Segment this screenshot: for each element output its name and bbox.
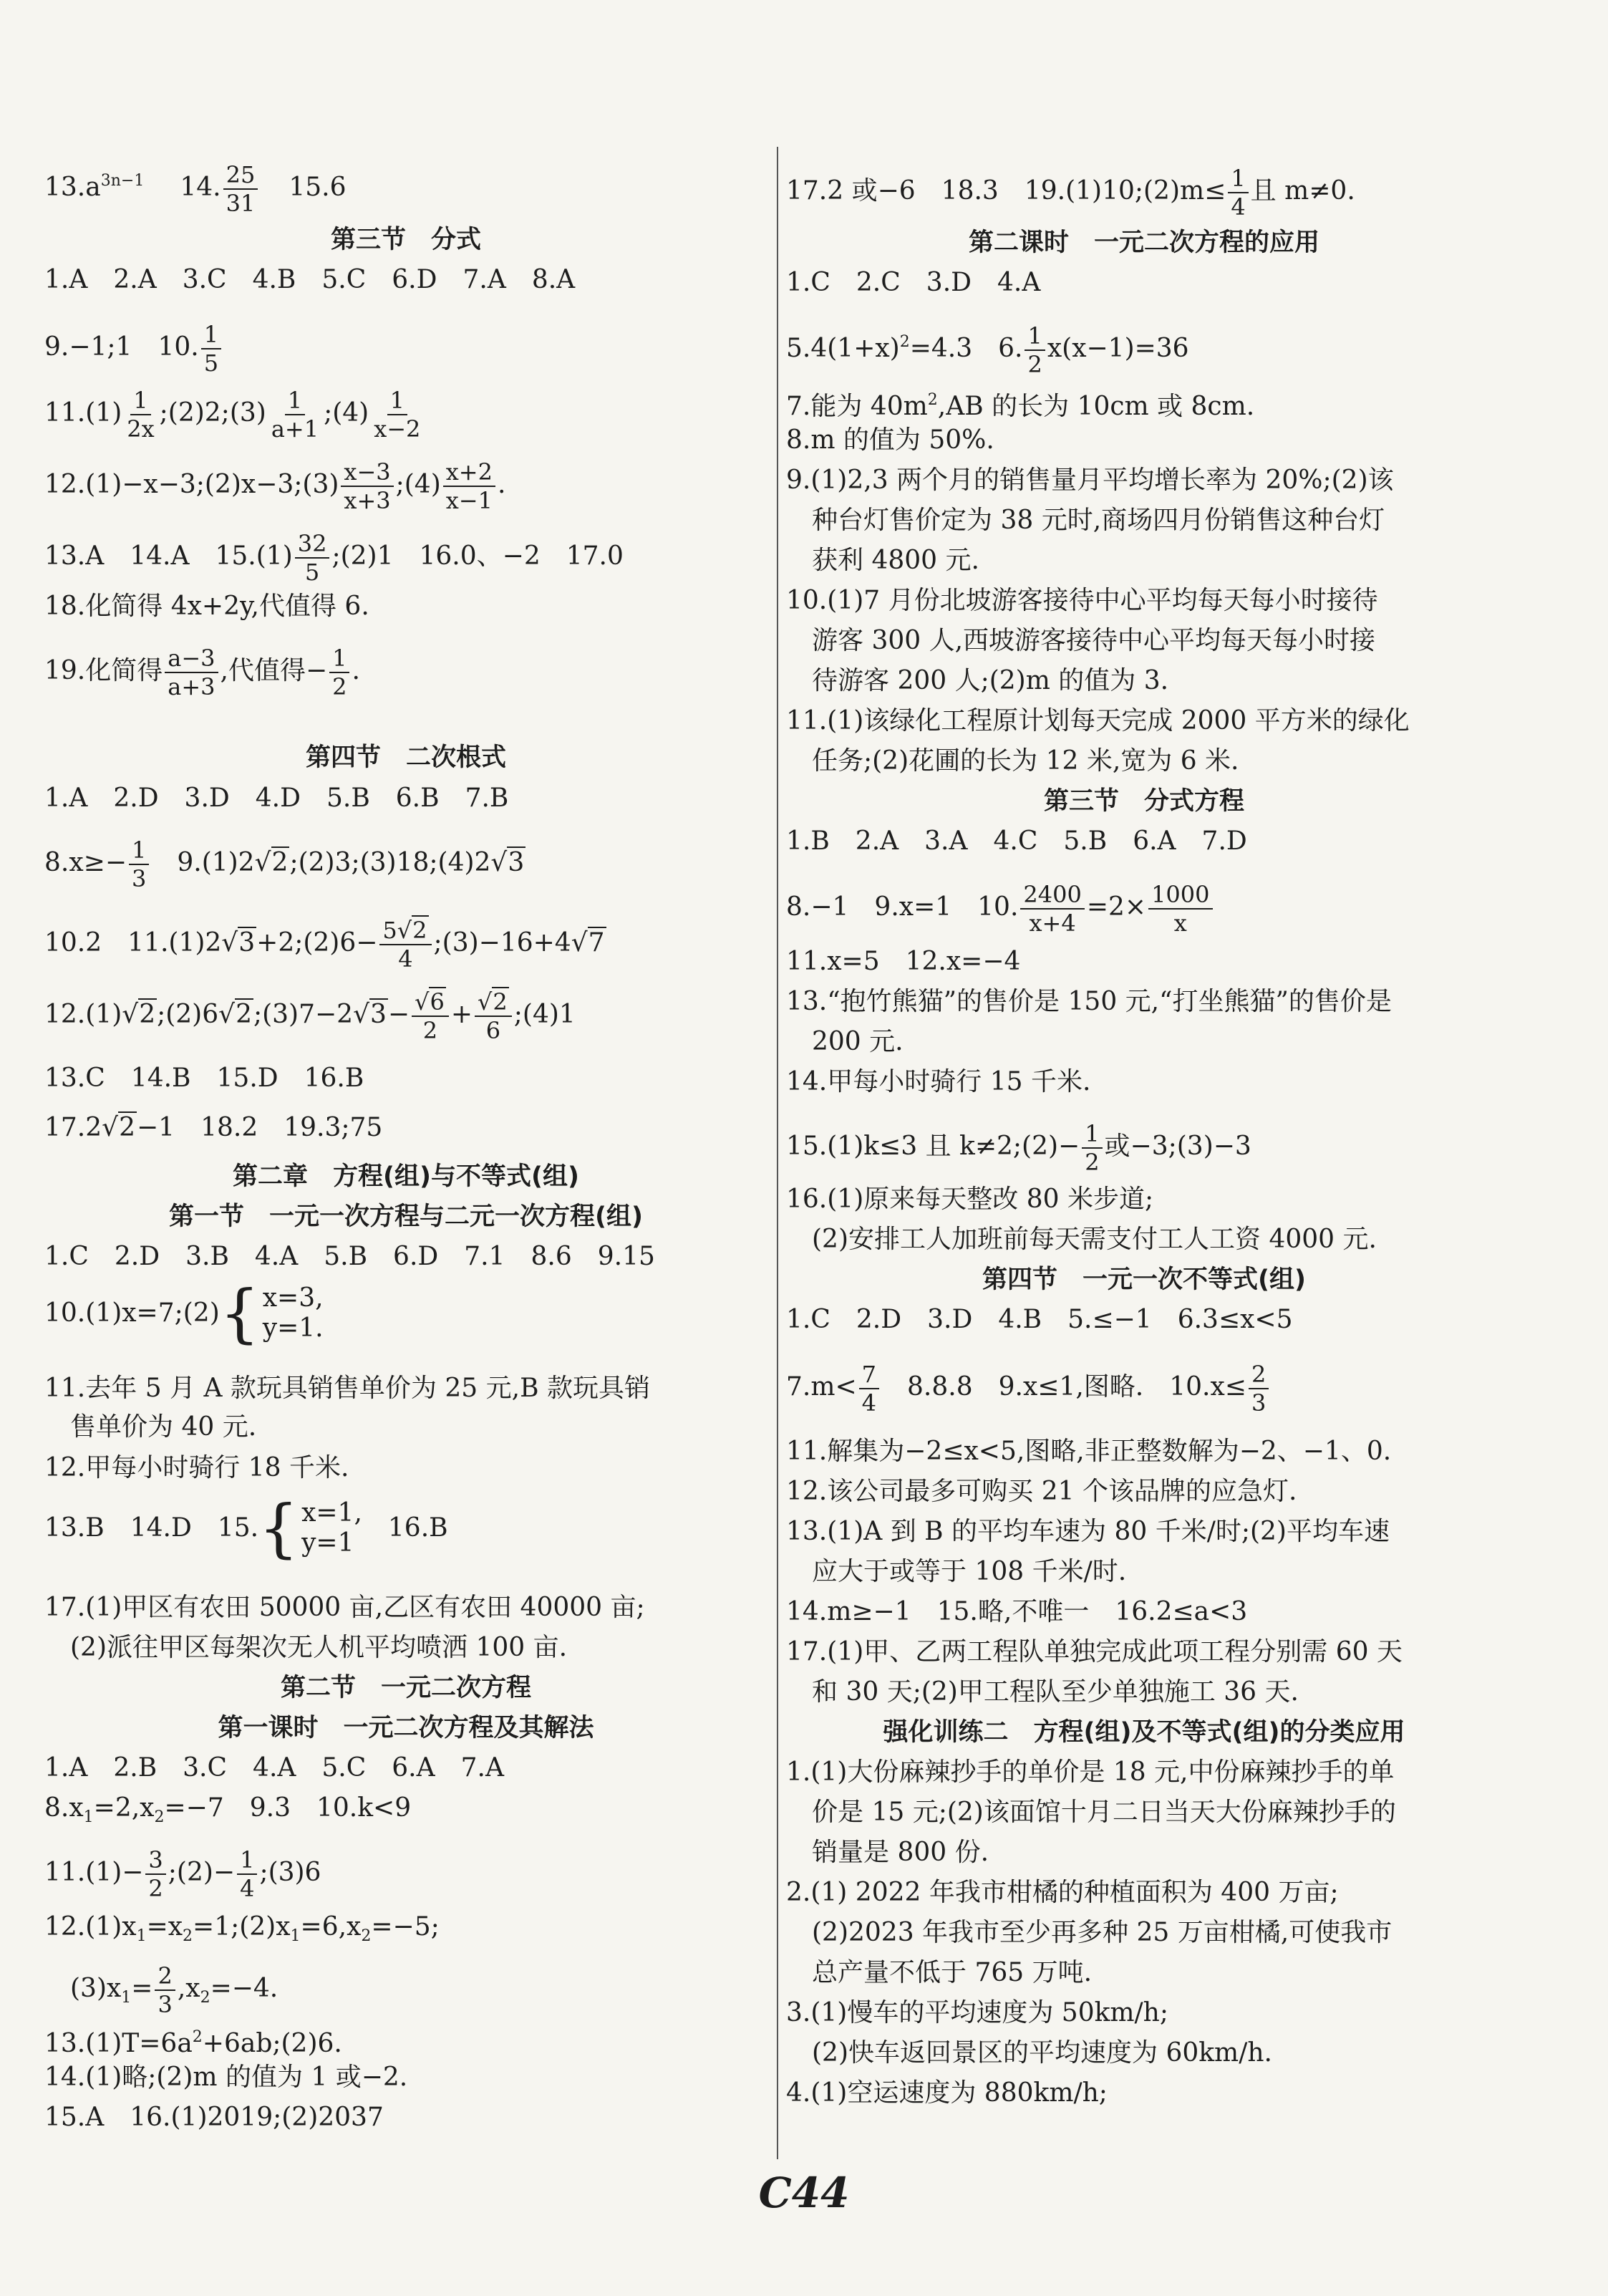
answer-line: 13.A 14.A 15.(1) $\frac{32}{5}$ ;(2)1 16.0、−2 17.0 [44,530,624,586]
fraction: $\frac{a-3}{a+3}$ [165,645,218,700]
fraction: $\frac{1}{x-2}$ [374,387,421,443]
answer-line: 1.C 2.D 3.D 4.B 5.≤−1 6.3≤x<5 [786,1305,1293,1334]
fraction: $\frac{1}{2}$ [1082,1120,1102,1176]
answer-line: (2)安排工人加班前每天需支付工人工资 4000 元. [812,1225,1377,1254]
text: 15.6 [289,173,347,202]
fraction: $\frac{1}{5}$ [201,321,221,377]
answer-line: 10.(1)7 月份北坡游客接待中心平均每天每小时接待 [786,586,1378,615]
fraction: $\frac{1}{2x}$ [127,387,155,443]
answer-line: 10.2 11.(1)2√3+2;(2)6− $\frac{5√2}{4}$ ;(3)−16+4√7 [44,917,605,973]
answer-line: 售单价为 40 元. [70,1412,257,1442]
column-divider [777,147,778,2159]
answer-line: 16.(1)原来每天整改 80 米步道; [786,1185,1154,1214]
fraction: $\frac{5√2}{4}$ [379,917,431,973]
answer-line: 9.−1;1 10. $\frac{1}{5}$ [44,321,223,377]
answer-line: 15.(1)k≤3 且 k≠2;(2)− $\frac{1}{2}$ 或−3;(3)−3 [786,1120,1251,1176]
answer-line: 7.m< $\frac{7}{4}$ 8.8.8 9.x≤1,图略. 10.x≤ $\frac{2}{3}$ [786,1361,1271,1417]
answer-line: 11.去年 5 月 A 款玩具销售单价为 25 元,B 款玩具销 [44,1374,650,1403]
fraction: $\frac{1}{3}$ [129,836,149,892]
answer-line: 3.(1)慢车的平均速度为 50km/h; [786,1998,1168,2027]
answer-line [44,161,346,217]
fraction: $\frac{25}{31}$ [223,161,258,217]
chapter-heading: 第二章 方程(组)与不等式(组) [233,1162,579,1191]
answer-line: 12.(1)−x−3;(2)x−3;(3) $\frac{x-3}{x+3}$ ;(4) $\frac{x+2}{x-1}$ . [44,458,506,514]
answer-line: 7.能为 $40m^2,AB$ 的长为 10cm 或 8cm. [786,391,1255,421]
answer-line: 14.甲每小时骑行 15 千米. [786,1067,1091,1096]
answer-line: 14.m≥−1 15.略,不唯一 16.2≤a<3 [786,1597,1248,1626]
answer-line: $5.4(1+x)^2=4.3$ 6. $\frac{1}{2}$ x(x−1)=36 [786,322,1189,378]
answer-line: 17.2√2−1 18.2 19.3;75 [44,1113,383,1142]
answer-line: 11.解集为−2≤x<5,图略,非正整数解为−2、−1、0. [786,1437,1392,1466]
answer-line: 销量是 800 份. [812,1838,989,1867]
answer-line: 1.B 2.A 3.A 4.C 5.B 6.A 7.D [786,826,1247,856]
fraction: $\frac{x-3}{x+3}$ [341,458,393,514]
answer-line: 8.m 的值为 50%. [786,425,994,455]
answer-line: 11.(1)− $\frac{3}{2}$ ;(2)− $\frac{1}{4}$ ;(3)6 [44,1846,321,1902]
text: 13.a [44,173,101,202]
answer-line: 8.x≥− $\frac{1}{3}$ 9.(1)2√2;(2)3;(3)18;(4)2√3 [44,836,525,892]
answer-line: 19.化简得 $\frac{a-3}{a+3}$ ,代值得− $\frac{1}{2}$ . [44,645,360,700]
answer-line: $12.(1)x_1=x_2=1;(2)x_1=6,x_2=-5$; [44,1912,440,1945]
section-heading: 第四节 二次根式 [305,743,506,772]
answer-line: 种台灯售价定为 38 元时,商场四月份销售这种台灯 [812,506,1385,535]
answer-line: 8.−1 9.x=1 10. $\frac{2400}{x+4}$ =2× $\frac{1000}{x}$ [786,881,1215,937]
fraction: $\frac{2400}{x+4}$ [1020,881,1084,937]
answer-line: 17.2 或−6 18.3 19.(1)10;(2)m≤ $\frac{1}{4}$ 且 m≠0. [786,165,1355,221]
answer-line: (2)快车返回景区的平均速度为 60km/h. [812,2038,1272,2068]
answer-line: 1.A 2.D 3.D 4.D 5.B 6.B 7.B [44,783,509,813]
superscript: 3n−1 [100,172,145,190]
answer-line: 游客 300 人,西坡游客接待中心平均每天每小时接 [812,626,1376,655]
answer-line: 13.C 14.B 15.D 16.B [44,1063,364,1093]
answer-line: 和 30 天;(2)甲工程队至少单独施工 36 天. [812,1677,1299,1707]
answer-line: (2)2023 年我市至少再多种 25 万亩柑橘,可使我市 [812,1918,1393,1947]
answer-line: 1.C 2.C 3.D 4.A [786,268,1041,297]
answer-line: 应大于或等于 108 千米/时. [812,1557,1127,1586]
fraction: $\frac{3}{2}$ [145,1846,165,1902]
fraction: $\frac{2}{3}$ [155,1962,175,2018]
answer-line: 1.C 2.D 3.B 4.A 5.B 6.D 7.1 8.6 9.15 [44,1242,655,1271]
answer-line: $8.x_1=2,x_2=-7$ 9.3 10.k<9 [44,1793,412,1826]
answer-line: 13.“抱竹熊猫”的售价是 150 元,“打坐熊猫”的售价是 [786,987,1392,1016]
answer-line: 11.(1) $\frac{1}{2x}$ ;(2)2;(3) $\frac{1}{a+1}$ ;(4) $\frac{1}{x-2}$ [44,387,425,443]
answer-line: 12.(1)√2;(2)6√2;(3)7−2√3− $\frac{√6}{2}$ + $\frac{√2}{6}$ ;(4)1 [44,988,576,1044]
text: 14. [180,173,221,202]
fraction: $\frac{x+2}{x-1}$ [443,458,495,514]
fraction: $\frac{2}{3}$ [1249,1361,1269,1417]
answer-line: 4.(1)空运速度为 880km/h; [786,2078,1108,2108]
section-heading: 第三节 分式 [330,226,481,254]
answer-line: 200 元. [812,1027,904,1056]
fraction: $\frac{1}{2}$ [329,645,349,700]
answer-line: 13.B 14.D 15. { x=1, y=1 16.B [44,1491,448,1565]
fraction: $\frac{1}{a+1}$ [271,387,319,443]
fraction: $\frac{1000}{x}$ [1148,881,1212,937]
answer-line: 15.A 16.(1)2019;(2)2037 [44,2103,384,2132]
section-heading: 第三节 分式方程 [1043,787,1244,816]
answer-line: 价是 15 元;(2)该面馆十月二日当天大份麻辣抄手的 [812,1798,1396,1827]
fraction: $\frac{√6}{2}$ [412,988,449,1044]
answer-line: 任务;(2)花圃的长为 12 米,宽为 6 米. [812,746,1239,776]
subsection-heading: 第一课时 一元二次方程及其解法 [218,1714,594,1742]
answer-line: 11.x=5 12.x=−4 [786,947,1021,976]
answer-line: (2)派往甲区每架次无人机平均喷洒 100 亩. [70,1633,568,1662]
answer-line: 12.该公司最多可购买 21 个该品牌的应急灯. [786,1477,1297,1506]
answer-line: 18.化简得 4x+2y,代值得 6. [44,592,369,621]
answer-line: 待游客 200 人;(2)m 的值为 3. [812,666,1169,695]
answer-line: 14.(1)略;(2)m 的值为 1 或−2. [44,2063,408,2092]
answer-line: 9.(1)2,3 两个月的销售量月平均增长率为 20%;(2)该 [786,466,1394,495]
subsection-heading: 第二课时 一元二次方程的应用 [968,228,1319,257]
answer-line: 获利 4800 元. [812,546,979,575]
page-number: C44 [758,2169,850,2217]
answer-line: 1.A 2.B 3.C 4.A 5.C 6.A 7.A [44,1753,504,1783]
answer-line: 2.(1) 2022 年我市柑橘的种植面积为 400 万亩; [786,1878,1339,1907]
fraction: $\frac{1}{2}$ [1025,322,1045,378]
answer-line: $13.(1)T=6a^2+6ab;(2)6$. [44,2028,342,2058]
fraction: $\frac{1}{4}$ [237,1846,257,1902]
answer-line: 1.(1)大份麻辣抄手的单价是 18 元,中份麻辣抄手的单 [786,1757,1395,1787]
equation-system: { x=1, y=1 [258,1491,362,1565]
answer-line: 13.(1)A 到 B 的平均车速为 80 千米/时;(2)平均车速 [786,1517,1390,1546]
section-heading: 第一节 一元一次方程与二元一次方程(组) [169,1202,643,1231]
fraction: $\frac{1}{4}$ [1228,165,1248,221]
fraction: $\frac{7}{4}$ [859,1361,879,1417]
fraction: $\frac{√2}{6}$ [475,988,512,1044]
answer-line: 10.(1)x=7;(2) { x=3, y=1. [44,1276,324,1350]
section-heading: 第二节 一元二次方程 [280,1674,531,1702]
answer-line: 1.A 2.A 3.C 4.B 5.C 6.D 7.A 8.A [44,265,576,294]
section-heading: 第四节 一元一次不等式(组) [982,1265,1306,1294]
section-heading: 强化训练二 方程(组)及不等式(组)的分类应用 [883,1718,1405,1747]
answer-line: 总产量不低于 765 万吨. [812,1958,1093,1987]
fraction: $\frac{32}{5}$ [295,530,330,586]
equation-system: { x=3, y=1. [219,1276,324,1350]
answer-line: 12.甲每小时骑行 18 千米. [44,1453,349,1482]
answer-line: 17.(1)甲、乙两工程队单独完成此项工程分别需 60 天 [786,1637,1403,1666]
answer-line: 17.(1)甲区有农田 50000 亩,乙区有农田 40000 亩; [44,1593,645,1622]
answer-line: $(3)x_1=$ $\frac{2}{3}$ $,x_2=-4$. [70,1962,279,2018]
answer-line: 11.(1)该绿化工程原计划每天完成 2000 平方米的绿化 [786,706,1410,735]
